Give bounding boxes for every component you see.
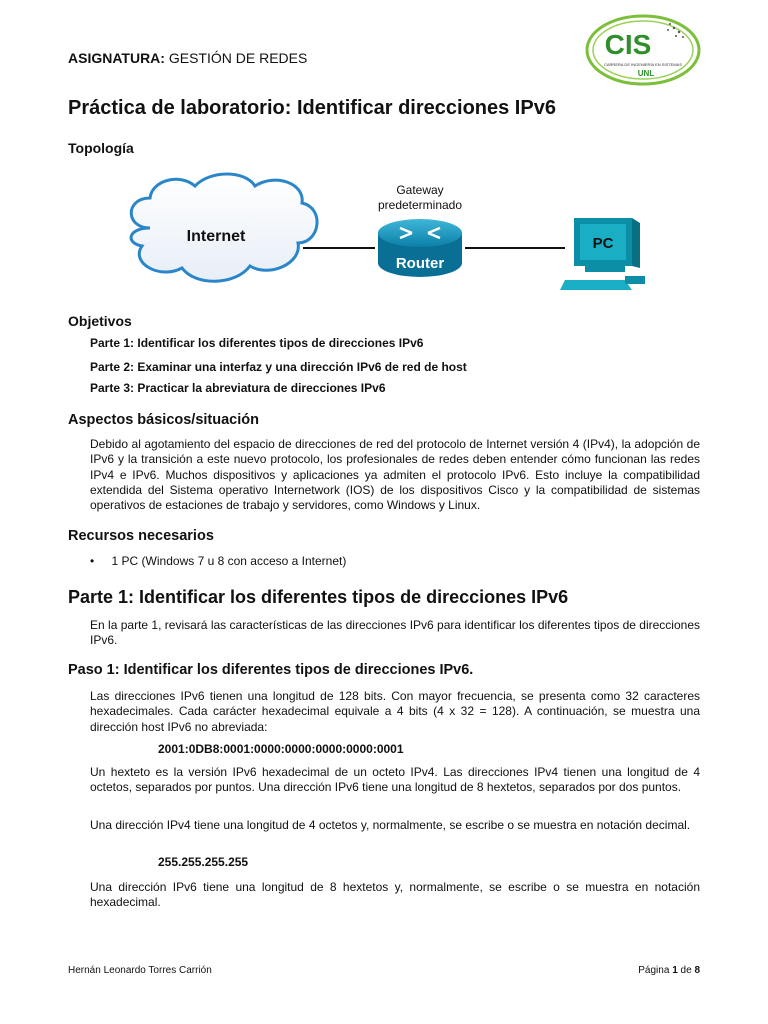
- resource-text: 1 PC (Windows 7 u 8 con acceso a Internet): [111, 554, 347, 568]
- subject-value: GESTIÓN DE REDES: [168, 50, 308, 66]
- footer-author: Hernán Leonardo Torres Carrión: [68, 965, 212, 976]
- logo-university: UNL: [637, 69, 655, 78]
- page-current: 1: [672, 965, 678, 976]
- step1-paragraph-2: Un hexteto es la versión IPv6 hexadecimal de un octeto IPv4. Las direcciones IPv4 tienen una longitud de 4 octetos, separados por puntos. Una dirección IPv6 tiene una longitud de 8 hextetos, separados por dos puntos.: [90, 765, 700, 795]
- background-heading: Aspectos básicos/situación: [68, 412, 259, 428]
- pc-icon: [560, 218, 645, 290]
- page-title: Práctica de laboratorio: Identificar direcciones IPv6: [68, 97, 556, 119]
- pc-label: PC: [592, 235, 614, 252]
- cis-logo: [584, 12, 702, 90]
- ipv6-example-address: 2001:0DB8:0001:0000:0000:0000:0000:0001: [158, 742, 404, 756]
- router-label: Router: [395, 255, 445, 272]
- bullet-dot: •: [90, 554, 95, 568]
- page-total: 8: [694, 965, 700, 976]
- page-label: Página: [638, 965, 670, 976]
- step1-paragraph-3: Una dirección IPv4 tiene una longitud de 4 octetos y, normalmente, se escribe o se muestra en notación decimal.: [90, 818, 691, 832]
- step1-paragraph-4: Una dirección IPv6 tiene una longitud de 8 hextetos y, normalmente, se escribe o se muestra en notación hexadecimal.: [90, 880, 700, 910]
- resource-list-item: [90, 554, 346, 568]
- objective-item: Parte 2: Examinar una interfaz y una dirección IPv6 de red de host: [90, 360, 467, 374]
- subject-line: [68, 50, 307, 66]
- objectives-heading: Objetivos: [68, 313, 132, 329]
- gateway-label-line1: Gateway: [396, 183, 444, 197]
- subject-label: ASIGNATURA:: [68, 50, 165, 66]
- gateway-label-line2: predeterminado: [377, 198, 463, 212]
- footer-page-number: [638, 965, 700, 976]
- part1-heading: Parte 1: Identificar los diferentes tipos de direcciones IPv6: [68, 587, 569, 607]
- page-of-label: de: [680, 965, 692, 976]
- ipv4-example-address: 255.255.255.255: [158, 855, 249, 869]
- background-text: Debido al agotamiento del espacio de direcciones de red del protocolo de Internet versión 4 (IPv4), la adopción de IPv6 y la transición a este nuevo protocolo, los profesionales de redes deben entender cómo funcionan las redes IPv4 e IPv6. Muchos dispositivos y aplicaciones ya admiten el protocolo IPv6. Esto incluye la compatibilidad extendida del Sistema operativo Internetwork (IOS) de los dispositivos Cisco y la compatibilidad de sistemas operativos de estaciones de trabajo y servidores, como Windows y Linux.: [90, 437, 700, 513]
- step1-paragraph-1: Las direcciones IPv6 tienen una longitud de 128 bits. Con mayor frecuencia, se presenta como 32 caracteres hexadecimales. Cada carácter hexadecimal equivale a 4 bits (4 x 32 = 128). A continuación, se muestra una dirección host IPv6 no abreviada:: [90, 689, 700, 734]
- logo-subtitle: CARRERA DE INGENIERÍA EN SISTEMAS: [603, 62, 683, 67]
- logo-acronym: CIS: [604, 29, 652, 60]
- step1-heading: Paso 1: Identificar los diferentes tipos de direcciones IPv6.: [68, 662, 474, 678]
- internet-label: Internet: [186, 228, 246, 245]
- topology-heading: Topología: [68, 140, 134, 156]
- objective-item: Parte 1: Identificar los diferentes tipos de direcciones IPv6: [90, 336, 424, 350]
- topology-diagram: [120, 168, 650, 298]
- router-icon: [378, 219, 462, 277]
- part1-intro: En la parte 1, revisará las características de las direcciones IPv6 para identificar los diferentes tipos de direcciones IPv6.: [90, 618, 700, 648]
- resources-heading: Recursos necesarios: [68, 528, 214, 544]
- objective-item: Parte 3: Practicar la abreviatura de direcciones IPv6: [90, 381, 386, 395]
